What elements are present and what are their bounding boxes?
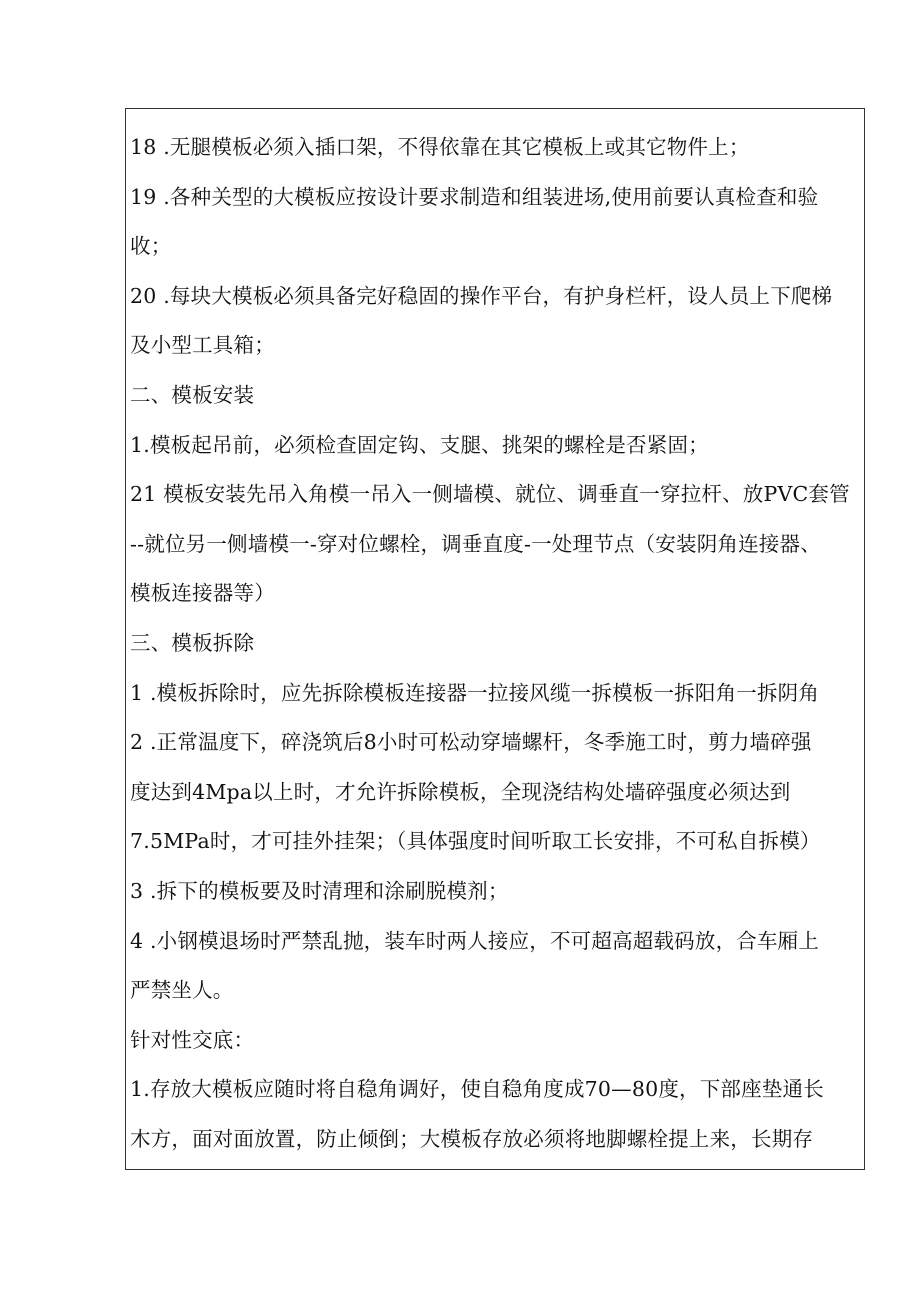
text-line: 3 .拆下的模板要及时清理和涂刷脱模剂； (130, 878, 509, 903)
text-line: 收； (130, 234, 172, 259)
text-line: 1.模板起吊前，必须检查固定钩、支腿、挑架的螺栓是否紧固； (130, 432, 709, 457)
text-line: 2 .正常温度下，碎浇筑后8小时可松动穿墙螺杆，冬季施工时，剪力墙碎强 (130, 730, 812, 755)
text-line: 1 .模板拆除时，应先拆除模板连接器一拉接风缆一拆模板一拆阳角一拆阴角 (130, 680, 820, 705)
text-line: 及小型工具箱； (130, 333, 275, 358)
text-line: 1.存放大模板应随时将自稳角调好，使自稳角度成70—80度，下部座垫通长 (130, 1077, 824, 1102)
text-line: --就位另一侧墙模一-穿对位螺栓，调垂直度-一处理节点（安装阴角连接器、 (130, 531, 821, 556)
text-line: 严禁坐人。 (130, 978, 234, 1003)
text-line: 20 .每块大模板必须具备完好稳固的操作平台，有护身栏杆，设人员上下爬梯 (130, 283, 833, 308)
text-line: 模板连接器等） (130, 581, 275, 606)
text-line: 木方，面对面放置，防止倾倒；大模板存放必须将地脚螺栓提上来，长期存 (130, 1126, 814, 1151)
section-heading: 针对性交底： (130, 1027, 255, 1052)
section-heading: 二、模板安装 (130, 382, 255, 407)
section-heading: 三、模板拆除 (130, 630, 255, 655)
text-line: 21 模板安装先吊入角模一吊入一侧墙模、就位、调垂直一穿拉杆、放PVC套管 (130, 482, 850, 507)
text-line: 度达到4Mpa以上时，才允许拆除模板，全现浇结构处墙碎强度必须达到 (130, 779, 791, 804)
document-body (130, 123, 862, 1164)
text-line: 19 .各种关型的大模板应按设计要求制造和组装进场,使用前要认真检查和验 (130, 184, 819, 209)
text-line: 7.5MPa时，才可挂外挂架；（具体强度时间听取工长安排，不可私自拆模） (130, 829, 821, 854)
text-line: 18 .无腿模板必须入插口架，不得依靠在其它模板上或其它物件上； (130, 135, 750, 159)
text-line: 4 .小钢模退场时严禁乱抛，装车时两人接应，不可超高超载码放，合车厢上 (130, 928, 820, 953)
